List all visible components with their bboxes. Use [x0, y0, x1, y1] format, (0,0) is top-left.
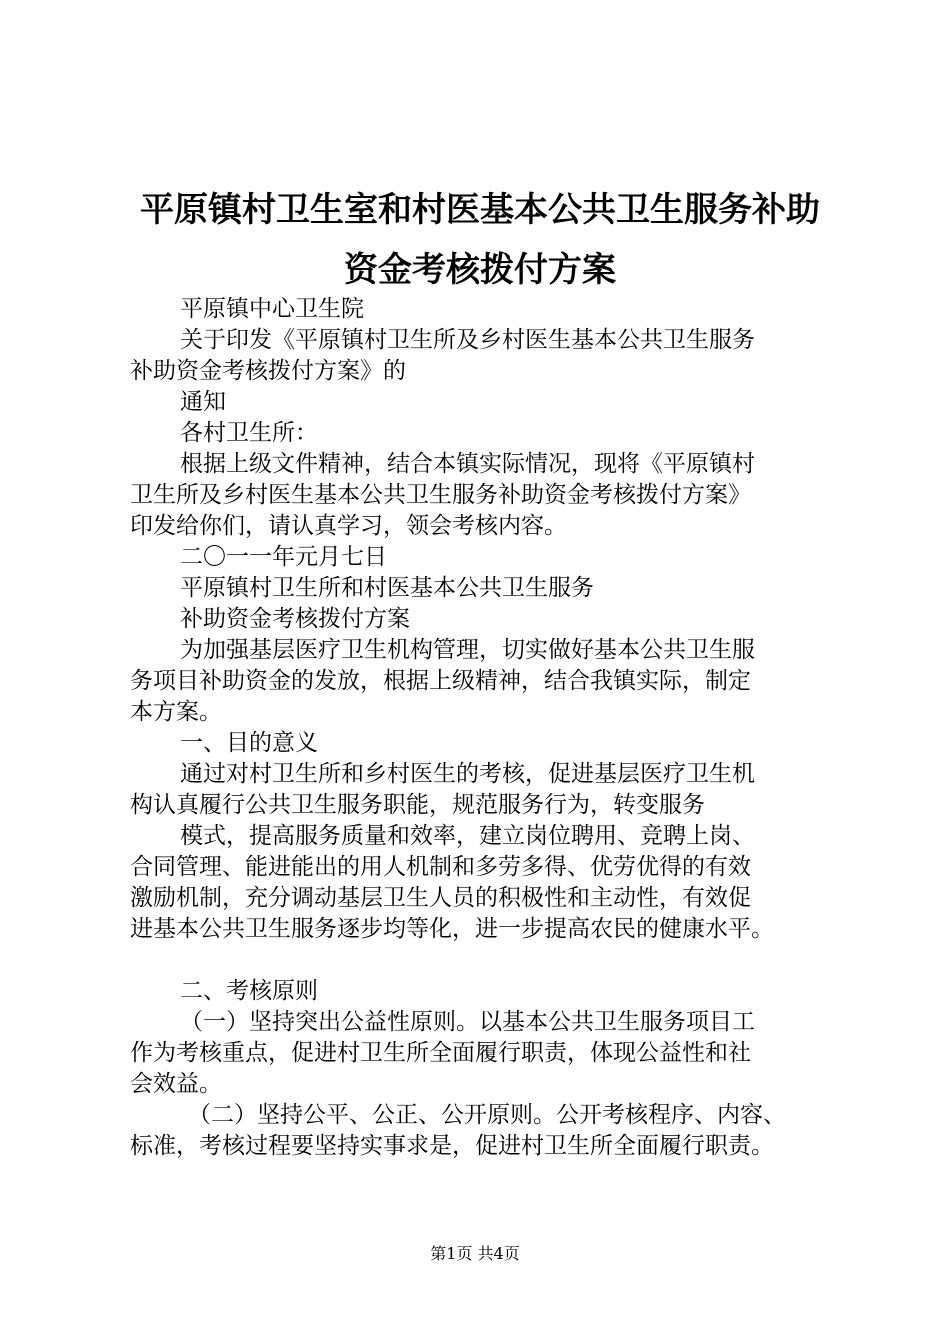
body-line: 二〇一一年元月七日 — [180, 544, 387, 570]
body-line: 务项目补助资金的发放，根据上级精神，结合我镇实际，制定 — [130, 668, 751, 694]
body-line: 本方案。 — [130, 699, 222, 725]
body-line: 印发给你们，请认真学习，领会考核内容。 — [130, 513, 567, 539]
page-footer: 第1页 共4页 — [430, 1244, 520, 1263]
body-line: 作为考核重点，促进村卫生所全面履行职责，体现公益性和社 — [130, 1040, 751, 1066]
body-line: 卫生所及乡村医生基本公共卫生服务补助资金考核拨付方案》 — [130, 482, 751, 508]
body-line: 合同管理、能进能出的用人机制和多劳多得、优劳优得的有效 — [130, 854, 751, 880]
body-line: 为加强基层医疗卫生机构管理，切实做好基本公共卫生服 — [180, 637, 755, 663]
body-line: 通过对村卫生所和乡村医生的考核，促进基层医疗卫生机 — [180, 761, 755, 787]
document-title-line-1: 平原镇村卫生室和村医基本公共卫生服务补助 — [140, 190, 820, 230]
body-line: 标准，考核过程要坚持实事求是，促进村卫生所全面履行职责。 — [130, 1133, 774, 1159]
body-line: 平原镇中心卫生院 — [180, 296, 364, 322]
body-line: 一、目的意义 — [180, 730, 318, 756]
body-line: 激励机制，充分调动基层卫生人员的积极性和主动性，有效促 — [130, 885, 751, 911]
body-line: 二、考核原则 — [180, 978, 318, 1004]
body-line: 进基本公共卫生服务逐步均等化，进一步提高农民的健康水平。 — [130, 916, 774, 942]
body-line: 补助资金考核拨付方案》的 — [130, 358, 406, 384]
body-line: 会效益。 — [130, 1071, 222, 1097]
body-line: 关于印发《平原镇村卫生所及乡村医生基本公共卫生服务 — [180, 327, 755, 353]
body-line: 通知 — [180, 389, 226, 415]
document-title-line-2: 资金考核拨付方案 — [344, 250, 616, 290]
body-line: 各村卫生所： — [180, 420, 318, 446]
body-line: 补助资金考核拨付方案 — [180, 606, 410, 632]
document-body — [130, 294, 830, 1162]
body-line: （二）坚持公平、公正、公开原则。公开考核程序、内容、 — [188, 1102, 786, 1128]
body-line: 平原镇村卫生所和村医基本公共卫生服务 — [180, 575, 594, 601]
body-line: 构认真履行公共卫生服务职能，规范服务行为，转变服务 — [130, 792, 705, 818]
paragraph-gap — [130, 945, 830, 976]
body-line: 模式，提高服务质量和效率，建立岗位聘用、竞聘上岗、 — [180, 823, 755, 849]
body-line: （一）坚持突出公益性原则。以基本公共卫生服务项目工 — [180, 1009, 755, 1035]
body-line: 根据上级文件精神，结合本镇实际情况，现将《平原镇村 — [180, 451, 755, 477]
